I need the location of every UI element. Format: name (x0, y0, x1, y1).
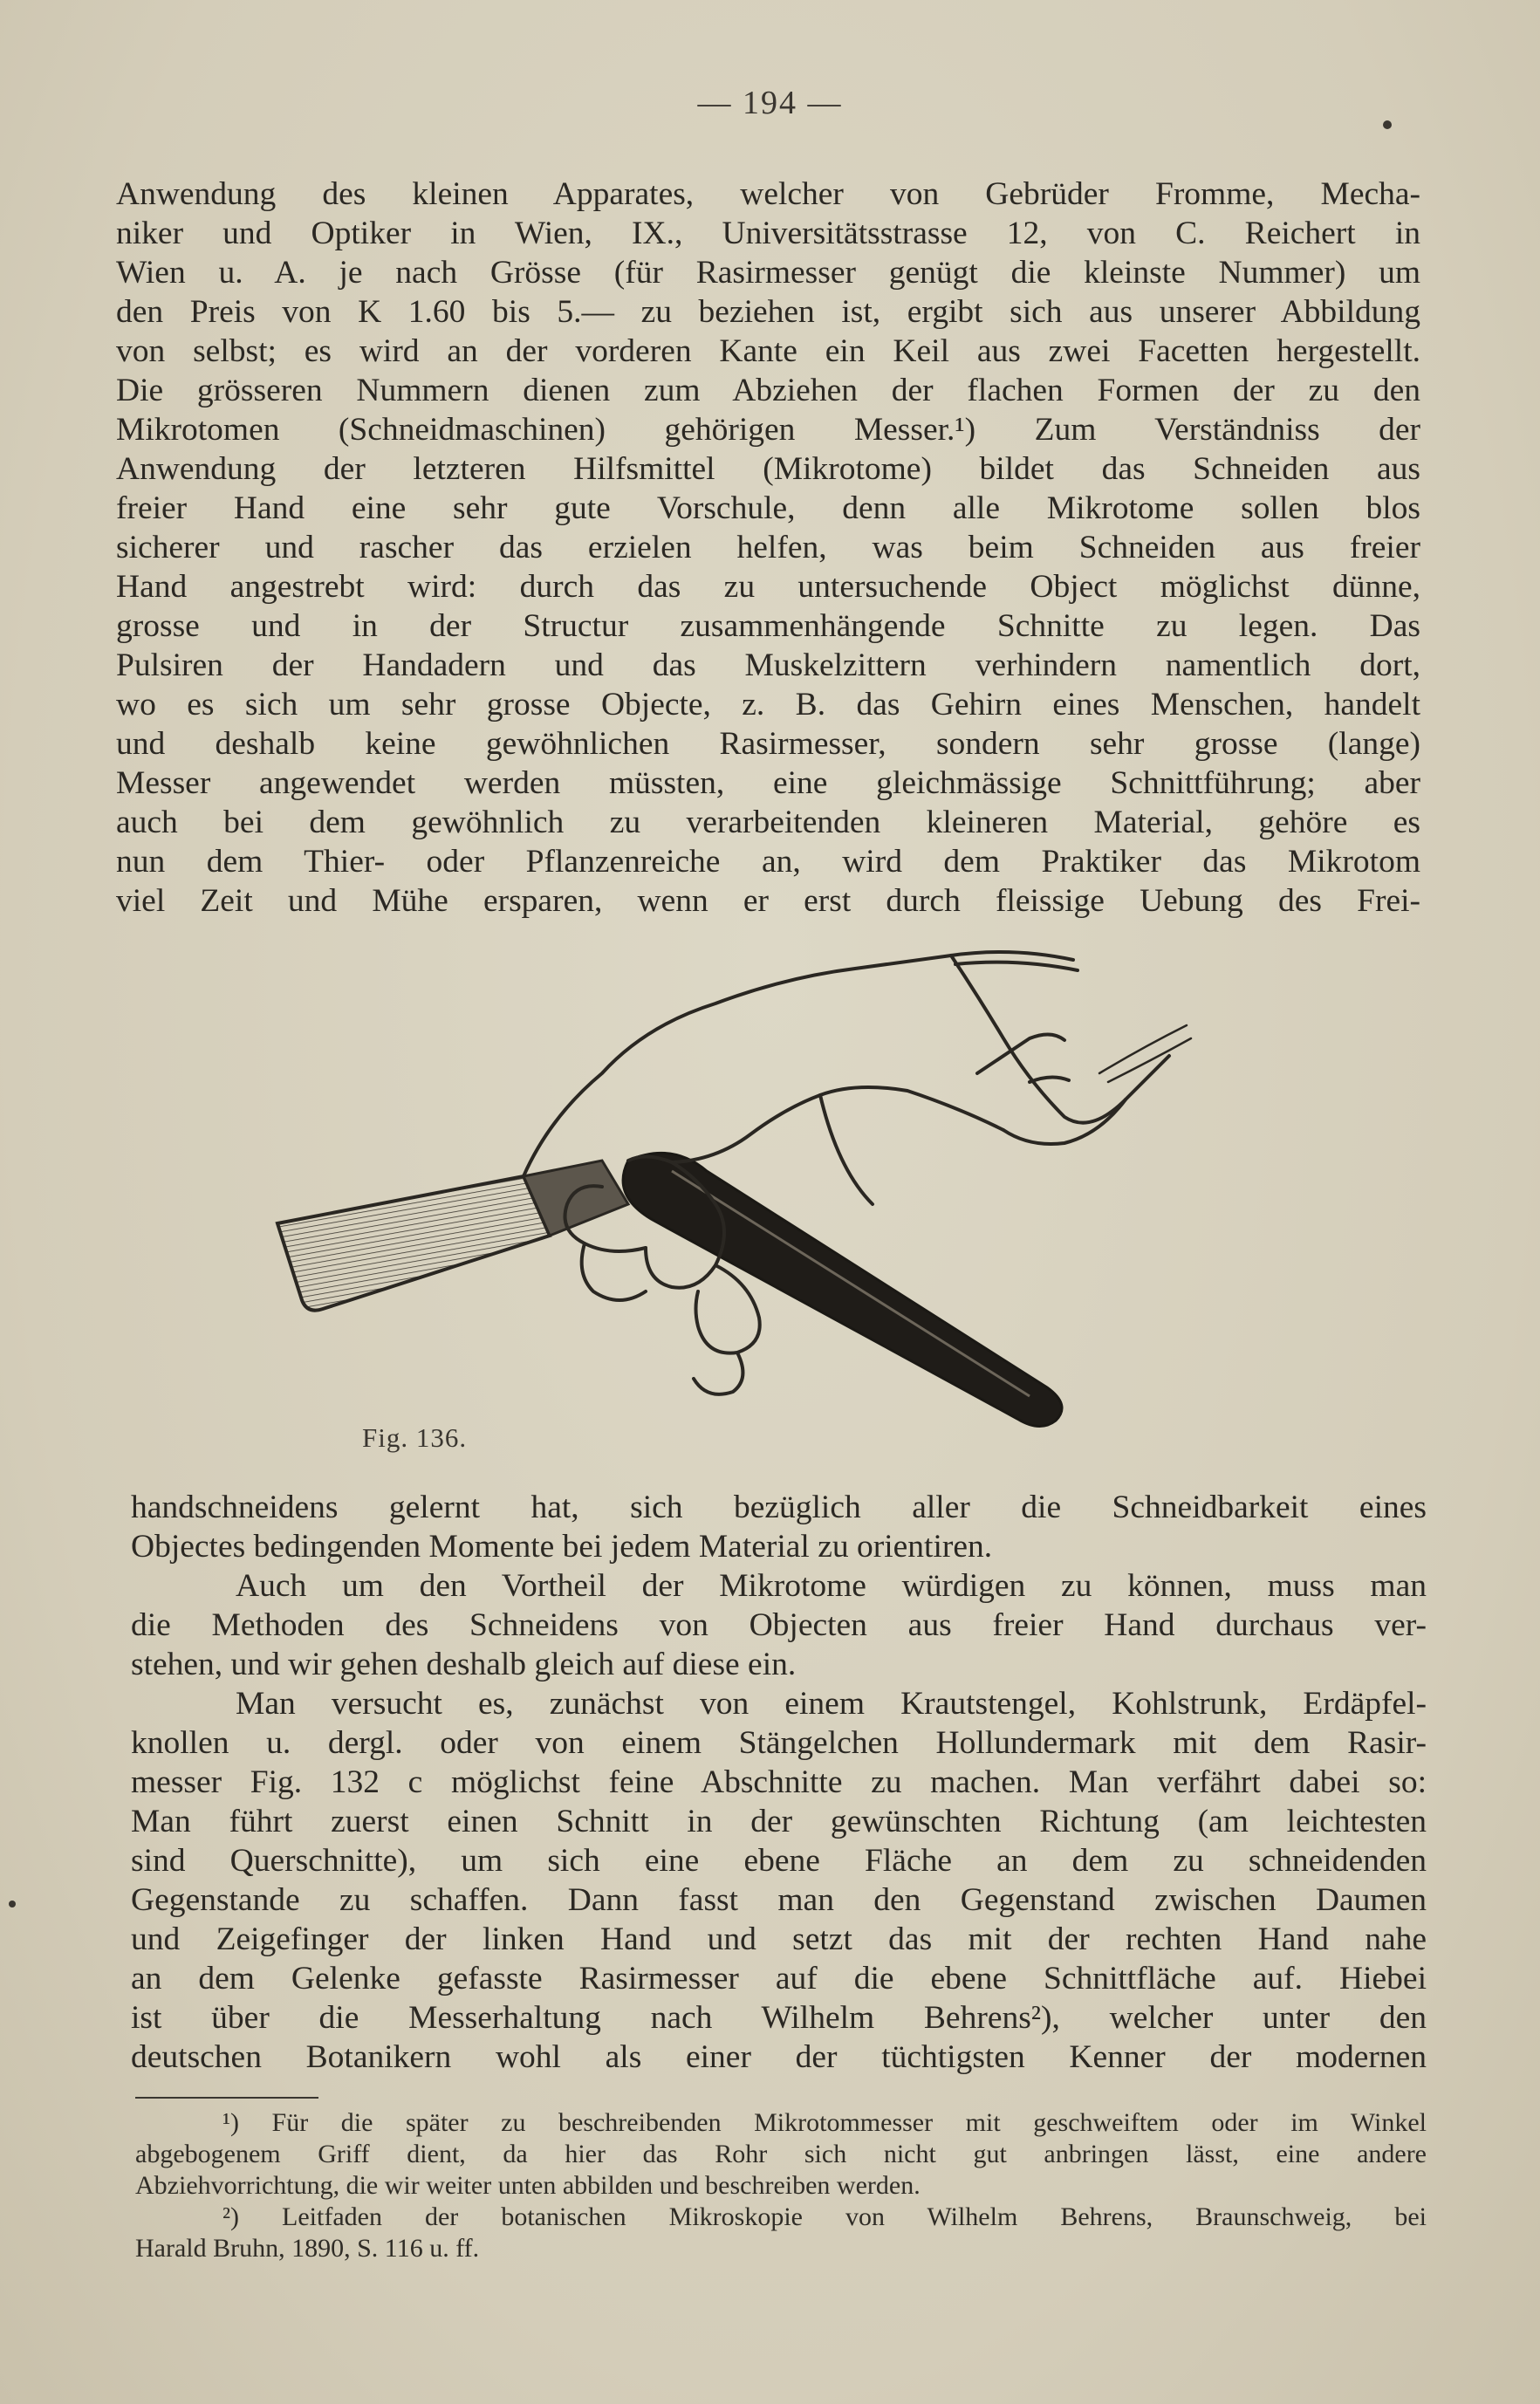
text-line: Die grösseren Nummern dienen zum Abziehen der flachen Formen der zu den (116, 373, 1420, 408)
footnote-line: Harald Bruhn, 1890, S. 116 u. ff. (135, 2234, 480, 2263)
footnote-line: Abziehvorrichtung, die wir weiter unten abbilden und beschreiben werden. (135, 2171, 921, 2200)
text-line: auch bei dem gewöhnlich zu verarbeitenden kleineren Material, gehöre es (116, 805, 1420, 840)
body-text-top (116, 175, 1420, 921)
text-line: und Zeigefinger der linken Hand und setzt das mit der rechten Hand nahe (131, 1921, 1427, 1957)
text-line: nun dem Thier- oder Pflanzenreiche an, wird dem Praktiker das Mikrotom (116, 844, 1420, 880)
figure-hand-holding-razor (262, 942, 1291, 1466)
razor-blade-illustration (277, 1161, 628, 1311)
text-line: Gegenstande zu schaffen. Dann fasst man den Gegenstand zwischen Daumen (131, 1882, 1427, 1918)
text-line: Messer angewendet werden müssten, eine gleichmässige Schnittführung; aber (116, 765, 1420, 801)
text-line: messer Fig. 132 c möglichst feine Abschnitte zu machen. Man verfährt dabei so: (131, 1764, 1427, 1800)
text-line: grosse und in der Structur zusammenhängende Schnitte zu legen. Das (116, 608, 1420, 644)
text-line: sind Querschnitte), um sich eine ebene Fläche an dem zu schneidenden (131, 1843, 1427, 1879)
page-number: — 194 — (697, 85, 843, 121)
text-line: Mikrotomen (Schneidmaschinen) gehörigen Messer.¹) Zum Verständniss der (116, 412, 1420, 448)
footnotes (135, 2107, 1427, 2264)
text-line: Anwendung der letzteren Hilfsmittel (Mikrotome) bildet das Schneiden aus (116, 451, 1420, 487)
footnote-line: ²) Leitfaden der botanischen Mikroskopie von Wilhelm Behrens, Braunschweig, bei (222, 2202, 1427, 2231)
text-line: Auch um den Vortheil der Mikrotome würdigen zu können, muss man (236, 1568, 1427, 1604)
footnote-line: ¹) Für die später zu beschreibenden Mikrotommesser mit geschweiftem oder im Winkel (222, 2108, 1427, 2137)
text-line: ist über die Messerhaltung nach Wilhelm Behrens²), welcher unter den (131, 2000, 1427, 2036)
footnote-divider (135, 2097, 318, 2099)
text-line: deutschen Botanikern wohl als einer der tüchtigsten Kenner der modernen (131, 2039, 1427, 2075)
razor-handle-illustration (623, 1153, 1062, 1426)
text-line: Anwendung des kleinen Apparates, welcher von Gebrüder Fromme, Mecha- (116, 176, 1420, 212)
text-line: knollen u. dergl. oder von einem Stängelchen Hollundermark mit dem Rasir- (131, 1725, 1427, 1761)
text-line: Pulsiren der Handadern und das Muskelzittern verhindern namentlich dort, (116, 647, 1420, 683)
text-line: viel Zeit und Mühe ersparen, wenn er erst durch fleissige Uebung des Frei- (116, 883, 1420, 919)
ink-speck (1383, 120, 1392, 129)
text-line: Objectes bedingenden Momente bei jedem Material zu orientiren. (131, 1529, 993, 1565)
text-line: Wien u. A. je nach Grösse (für Rasirmesser genügt die kleinste Nummer) um (116, 255, 1420, 291)
text-line: Man versucht es, zunächst von einem Krautstengel, Kohlstrunk, Erdäpfel- (236, 1686, 1427, 1722)
text-line: den Preis von K 1.60 bis 5.— zu beziehen ist, ergibt sich aus unserer Abbildung (116, 294, 1420, 330)
footnote-line: abgebogenem Griff dient, da hier das Rohr sich nicht gut anbringen lässt, eine andere (135, 2140, 1427, 2168)
figure-caption: Fig. 136. (362, 1422, 468, 1453)
text-line: niker und Optiker in Wien, IX., Universitätsstrasse 12, von C. Reichert in (116, 216, 1420, 251)
text-line: stehen, und wir gehen deshalb gleich auf diese ein. (131, 1647, 797, 1682)
ink-speck (9, 1901, 16, 1907)
text-line: an dem Gelenke gefasste Rasirmesser auf die ebene Schnittfläche auf. Hiebei (131, 1961, 1427, 1996)
text-line: die Methoden des Schneidens von Objecten aus freier Hand durchaus ver- (131, 1607, 1427, 1643)
text-line: von selbst; es wird an der vorderen Kante ein Keil aus zwei Facetten hergestellt. (116, 333, 1420, 369)
text-line: sicherer und rascher das erzielen helfen, was beim Schneiden aus freier (116, 530, 1420, 565)
text-line: Hand angestrebt wird: durch das zu untersuchende Object möglichst dünne, (116, 569, 1420, 605)
text-line: handschneidens gelernt hat, sich bezüglich aller die Schneidbarkeit eines (131, 1490, 1427, 1525)
text-line: wo es sich um sehr grosse Objecte, z. B. das Gehirn eines Menschen, handelt (116, 687, 1420, 723)
text-line: und deshalb keine gewöhnlichen Rasirmesser, sondern sehr grosse (lange) (116, 726, 1420, 762)
text-line: freier Hand eine sehr gute Vorschule, denn alle Mikrotome sollen blos (116, 490, 1420, 526)
text-line: Man führt zuerst einen Schnitt in der gewünschten Richtung (am leichtesten (131, 1804, 1427, 1839)
body-text-bottom (131, 1488, 1427, 2077)
